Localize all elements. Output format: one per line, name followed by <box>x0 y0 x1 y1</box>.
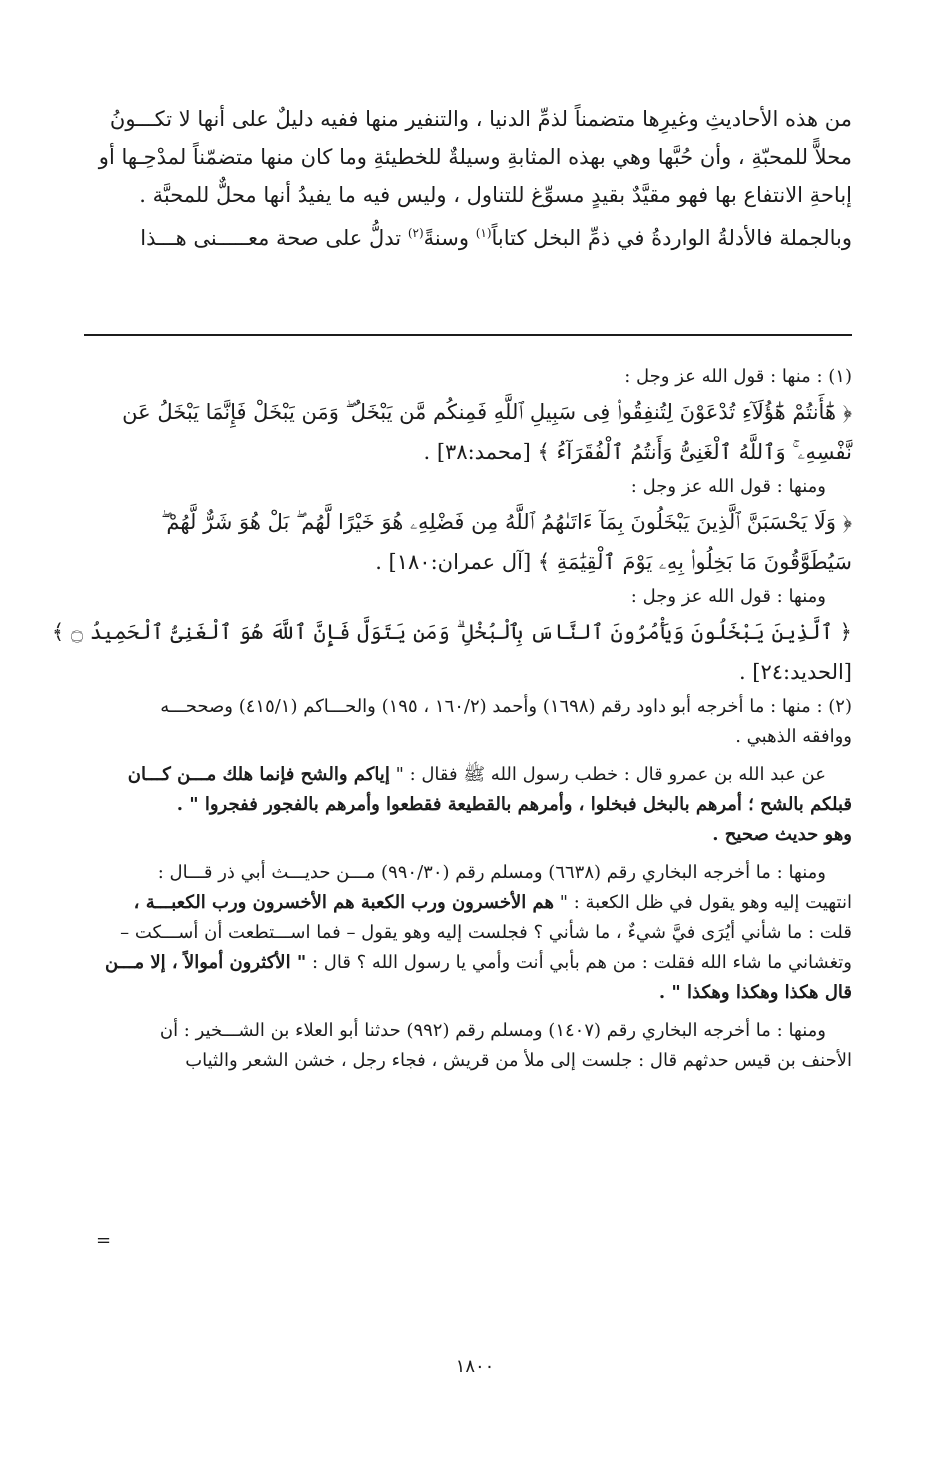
main-text-segment: تدلُّ على صحة معـــــنى هـــذا <box>140 226 402 250</box>
quran-verse-line: ﴿ هَٰٓأَنتُمْ هَٰٓؤُلَآءِ تُدْعَوْنَ لِتُنفِقُوا۟ فِى سَبِيلِ ٱللَّهِ فَمِنكُم مَّن يَبْخَلُ ۖ وَمَن يَبْخَلْ فَإِنَّمَا يَبْخَلُ عَن <box>122 400 852 424</box>
main-text-line: محلاًّ للمحبّةِ ، وأن حُبَّها وهي بهذه المثابةِ وسيلةٌ للخطيئةِ وما كان منها متضمّناً لمدْحِـها أو <box>98 145 852 169</box>
quran-verse-line: سَيُطَوَّقُونَ مَا بَخِلُوا۟ بِهِۦ يَوْمَ ٱلْقِيَٰمَةِ ﴾ [آل عمران:١٨٠] . <box>375 550 852 574</box>
main-text-line: إباحةِ الانتفاع بها فهو مقيَّدٌ بقيدٍ مسوِّغ للتناول ، وليس فيه ما يفيدُ أنها محلٌّ للمحبَّة . <box>139 183 852 207</box>
footnote-1-intro: (١) : منها : قول الله عز وجل : <box>624 366 852 387</box>
hadith-text-bold: هم الأخسرون ورب الكعبة هم الأخسرون ورب الكعبـــة ، <box>133 892 554 913</box>
footnote-2-paragraph-line <box>82 948 852 978</box>
footnote-2-paragraph-line <box>82 888 852 918</box>
hadith-line <box>82 760 852 790</box>
hadith-text-bold: " الأكثرون أموالاً ، إلا مـــن <box>104 952 307 973</box>
footnote-2-paragraph-line: قال هكذا وهكذا وهكذا " . <box>658 982 852 1003</box>
footnote-2-paragraph-line: ومنها : ما أخرجه البخاري رقم (١٤٠٧) ومسلم رقم (٩٩٢) حدثنا أبو العلاء بن الشـــخير : أن <box>159 1020 826 1041</box>
page-number: ١٨٠٠ <box>455 1356 495 1377</box>
footnote-ref-1[interactable]: (١) <box>475 226 492 240</box>
footnote-2-paragraph-line: الأحنف بن قيس حدثهم قال : جلست إلى ملأ من قريش ، فجاء رجل ، خشن الشعر والثياب <box>185 1050 852 1071</box>
footnote-separator <box>84 334 852 336</box>
footnote-ref-2[interactable]: (٢) <box>407 226 424 240</box>
hadith-line: قبلكم بالشح ؛ أمرهم بالبخل فبخلوا ، وأمرهم بالقطيعة فقطعوا وأمرهم بالفجور ففجروا " . <box>176 794 852 815</box>
main-text-line-last <box>82 214 852 257</box>
hadith-text: انتهيت إليه وهو يقول في ظل الكعبة : " <box>559 892 852 913</box>
footnote-2-line: ووافقه الذهبي . <box>735 726 852 747</box>
quran-verse-line: ﴿ وَلَا يَحْسَبَنَّ ٱلَّذِينَ يَبْخَلُونَ بِمَآ ءَاتَىٰهُمُ ٱللَّهُ مِن فَضْلِهِۦ هُوَ خَيْرًا لَّهُم ۖ بَلْ هُوَ شَرٌّ لَّهُمْ ۖ <box>161 510 852 534</box>
footnote-2-paragraph-line: ومنها : ما أخرجه البخاري رقم (٦٦٣٨) ومسلم رقم (٩٩٠/٣٠) مـــن حديـــث أبي ذر قـــال : <box>157 862 826 883</box>
hadith-text-bold: إياكم والشح فإنما هلك مـــن كـــان <box>127 764 390 785</box>
footnote-intro: ومنها : قول الله عز وجل : <box>630 586 826 607</box>
main-text-line: من هذه الأحاديثِ وغيرِها متضمناً لذمِّ الدنيا ، والتنفير منها ففيه دليلٌ على أنها لا تكـــونُ <box>109 107 852 131</box>
main-text-segment: وبالجملة فالأدلةُ الواردةُ في ذمِّ البخل كتاباً <box>491 226 852 250</box>
quran-verse-line: ﴿ ٱلَّذِينَ يَبْخَلُونَ وَيَأْمُرُونَ ٱلنَّاسَ بِٱلْبُخْلِ ۗ وَمَن يَتَوَلَّ فَإِنَّ ٱللَّهَ هُوَ ٱلْغَنِىُّ ٱلْحَمِيدُ ۝ ﴾ <box>51 620 852 644</box>
footnote-intro: ومنها : قول الله عز وجل : <box>630 476 826 497</box>
quran-verse-line: [الحديد:٢٤] . <box>738 660 852 684</box>
footnotes <box>51 362 852 1076</box>
hadith-text: وتغشاني ما شاء الله فقلت : من هم بأبي أنت وأمي يا رسول الله ؟ قال : <box>311 952 852 973</box>
continuation-mark: = <box>96 1230 112 1251</box>
footnote-2-paragraph-line: قلت : ما شأني أيُرَى فيَّ شيءٌ ، ما شأني ؟ فجلست إليه وهو يقول – فما اســـتطعت أن أســـكت – <box>120 922 852 943</box>
hadith-text: عن عبد الله بن عمرو قال : خطب رسول الله ﷺ فقال : " <box>395 764 826 785</box>
footnote-2-line: (٢) : منها : ما أخرجه أبو داود رقم (١٦٩٨) وأحمد (١٦٠/٢ ، ١٩٥) والحـــاكم (٤١٥/١) وصححـــه <box>160 696 852 717</box>
main-text <box>82 100 852 257</box>
hadith-grade: وهو حديث صحيح . <box>712 824 852 845</box>
main-text-segment: وسنةً <box>423 226 469 250</box>
quran-verse-line: نَّفْسِهِۦ ۚ وَٱللَّهُ ٱلْغَنِىُّ وَأَنتُمُ ٱلْفُقَرَآءُ ﴾ [محمد:٣٨] . <box>423 440 852 464</box>
